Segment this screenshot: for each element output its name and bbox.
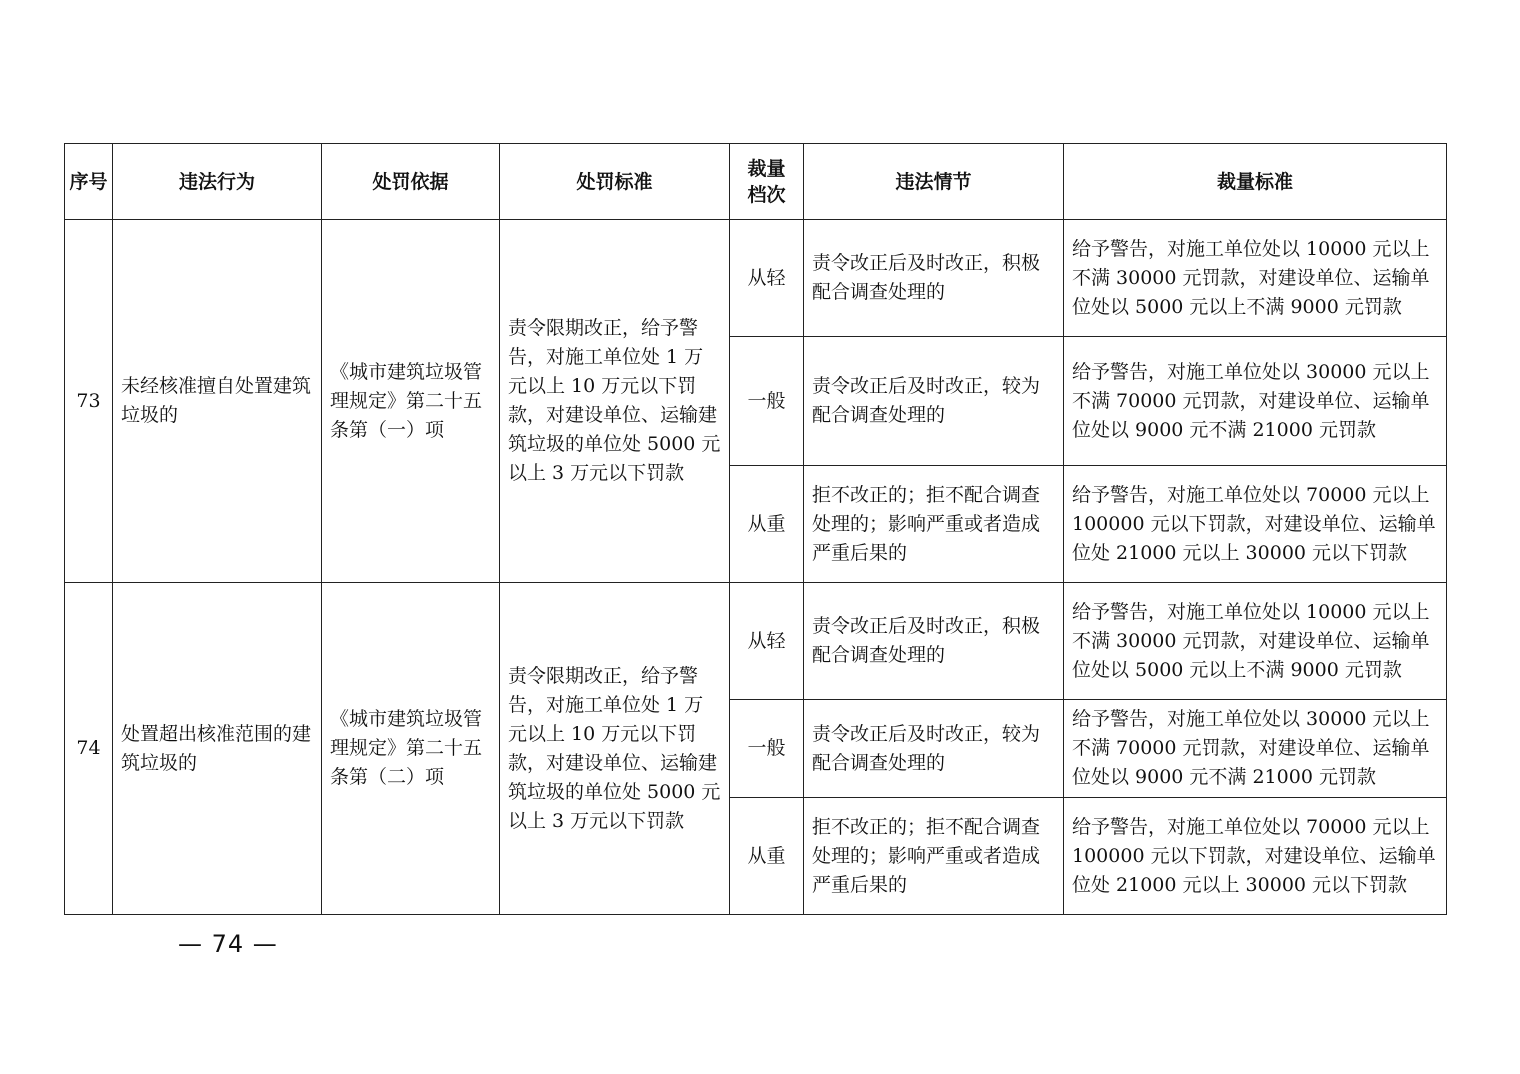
table-row [65,220,1447,337]
header-seq: 序号 [65,144,113,220]
row-circumstance: 责令改正后及时改正，较为配合调查处理的 [804,337,1064,466]
penalty-discretion-table [64,143,1447,915]
row-circumstance: 责令改正后及时改正，积极配合调查处理的 [804,220,1064,337]
row-basis: 《城市建筑垃圾管理规定》第二十五条第（一）项 [322,220,500,583]
row-level: 从重 [730,466,804,583]
header-standard: 处罚标准 [500,144,730,220]
row-level: 从重 [730,798,804,915]
header-discretion: 裁量标准 [1064,144,1447,220]
row-level: 一般 [730,700,804,798]
row-basis: 《城市建筑垃圾管理规定》第二十五条第（二）项 [322,583,500,915]
header-circumstance: 违法情节 [804,144,1064,220]
row-discretion: 给予警告，对施工单位处以 10000 元以上不满 30000 元罚款，对建设单位、运输单位处以 5000 元以上不满 9000 元罚款 [1064,220,1447,337]
row-level: 从轻 [730,583,804,700]
header-act: 违法行为 [113,144,322,220]
row-discretion: 给予警告，对施工单位处以 70000 元以上 100000 元以下罚款，对建设单位、运输单位处 21000 元以上 30000 元以下罚款 [1064,798,1447,915]
row-discretion: 给予警告，对施工单位处以 30000 元以上不满 70000 元罚款，对建设单位、运输单位处以 9000 元不满 21000 元罚款 [1064,337,1447,466]
row-discretion: 给予警告，对施工单位处以 70000 元以上 100000 元以下罚款，对建设单位、运输单位处 21000 元以上 30000 元以下罚款 [1064,466,1447,583]
row-circumstance: 拒不改正的；拒不配合调查处理的；影响严重或者造成严重后果的 [804,798,1064,915]
row-circumstance: 责令改正后及时改正，较为配合调查处理的 [804,700,1064,798]
row-discretion: 给予警告，对施工单位处以 10000 元以上不满 30000 元罚款，对建设单位、运输单位处以 5000 元以上不满 9000 元罚款 [1064,583,1447,700]
row-level: 从轻 [730,220,804,337]
row-level: 一般 [730,337,804,466]
header-level: 裁量档次 [730,144,804,220]
row-circumstance: 责令改正后及时改正，积极配合调查处理的 [804,583,1064,700]
row-standard: 责令限期改正，给予警告，对施工单位处 1 万元以上 10 万元以下罚款，对建设单位、运输建筑垃圾的单位处 5000 元以上 3 万元以下罚款 [500,583,730,915]
page-number: — 74 — [178,930,278,958]
row-act: 未经核准擅自处置建筑垃圾的 [113,220,322,583]
row-circumstance: 拒不改正的；拒不配合调查处理的；影响严重或者造成严重后果的 [804,466,1064,583]
header-basis: 处罚依据 [322,144,500,220]
row-act: 处置超出核准范围的建筑垃圾的 [113,583,322,915]
row-discretion: 给予警告，对施工单位处以 30000 元以上不满 70000 元罚款，对建设单位、运输单位处以 9000 元不满 21000 元罚款 [1064,700,1447,798]
row-seq: 73 [65,220,113,583]
table-header-row [65,144,1447,220]
row-seq: 74 [65,583,113,915]
table-row [65,583,1447,700]
row-standard: 责令限期改正，给予警告，对施工单位处 1 万元以上 10 万元以下罚款，对建设单位、运输建筑垃圾的单位处 5000 元以上 3 万元以下罚款 [500,220,730,583]
